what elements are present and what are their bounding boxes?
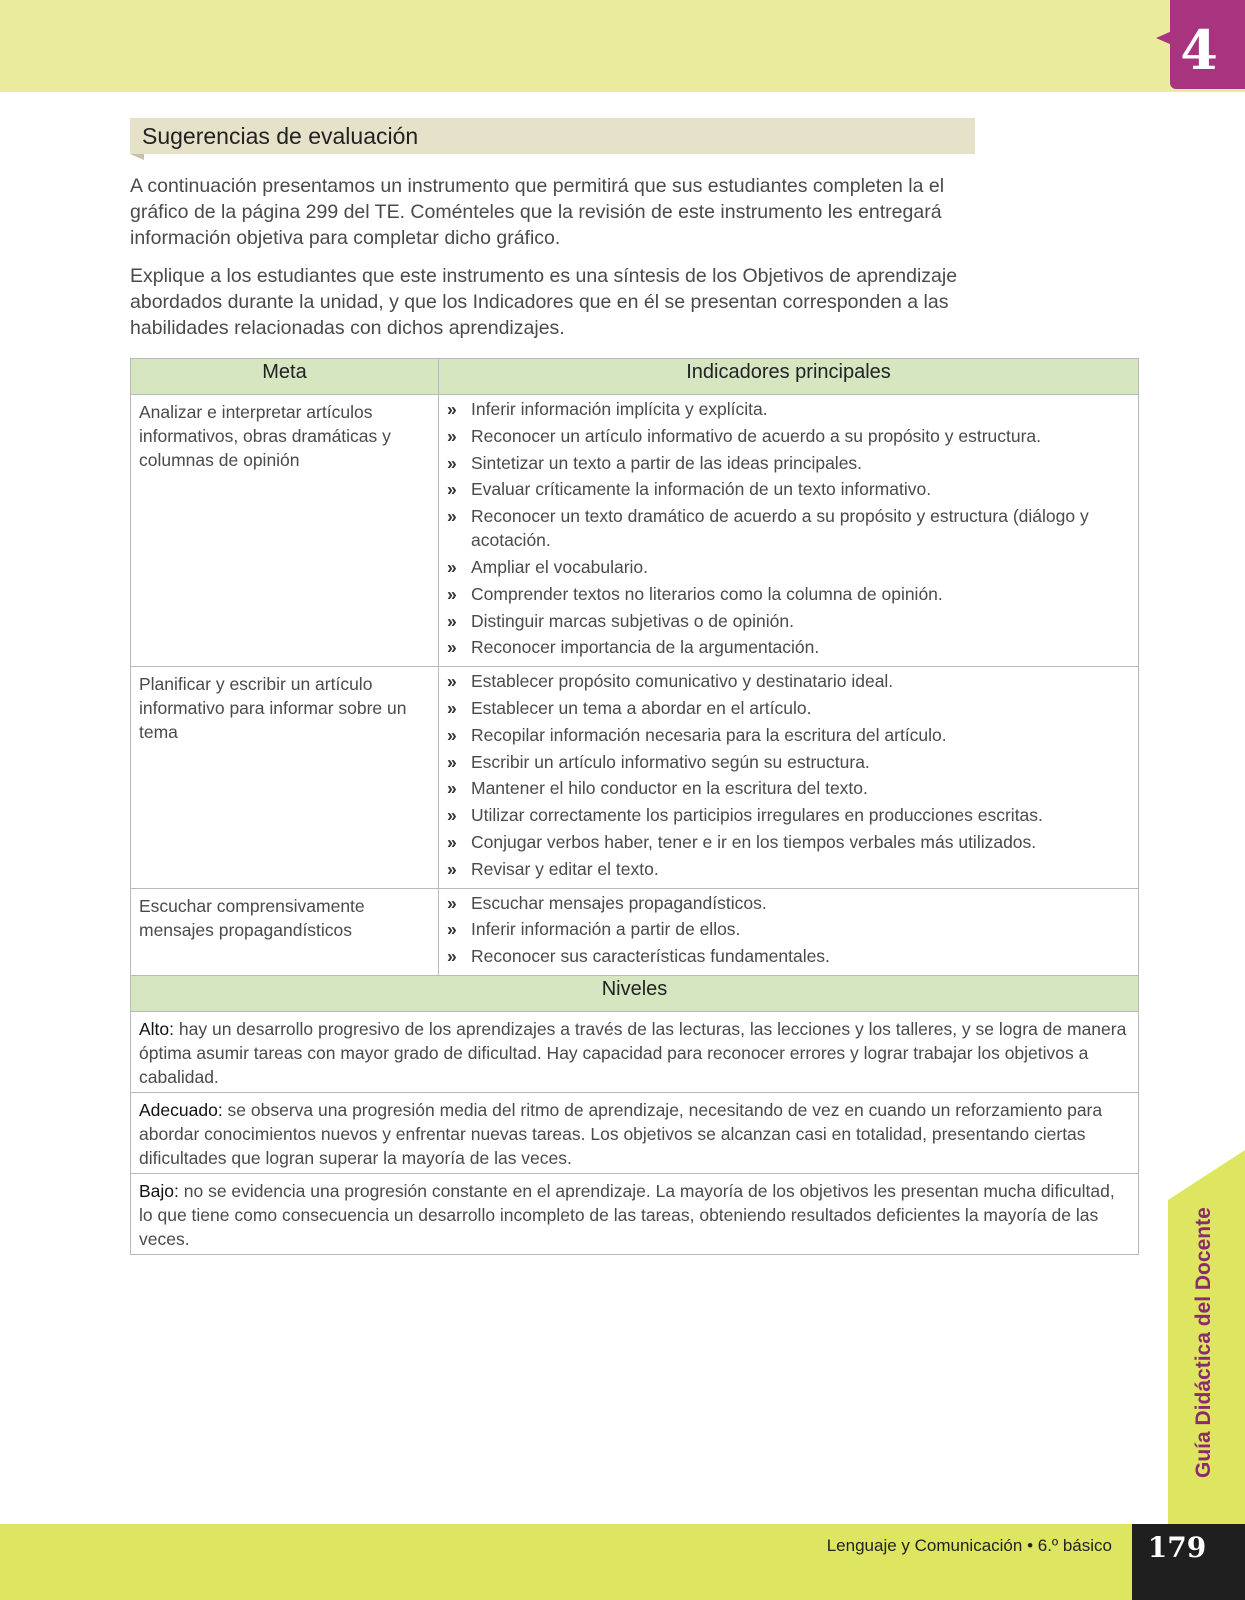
indicator-text: Sintetizar un texto a partir de las ideas principales. bbox=[471, 452, 863, 473]
list-item bbox=[447, 669, 1130, 693]
bullet-icon: » bbox=[447, 697, 457, 718]
list-item bbox=[447, 917, 1130, 941]
evaluation-table bbox=[130, 358, 1139, 1255]
indicator-list bbox=[447, 669, 1130, 881]
indicator-text: Distinguir marcas subjetivas o de opinión. bbox=[471, 610, 794, 631]
indicator-text: Inferir información implícita y explícita. bbox=[471, 399, 768, 419]
bullet-icon: » bbox=[447, 671, 457, 692]
level-text: no se evidencia una progresión constante en el aprendizaje. La mayoría de los objetivos les presentan mucha dificultad, lo que tiene como consecuencia un desarrollo incompleto de las tareas, obteniendo resultados deficientes la mayoría de las veces. bbox=[139, 1180, 1115, 1249]
indicator-text: Escuchar mensajes propagandísticos. bbox=[471, 892, 767, 913]
list-item bbox=[447, 776, 1130, 800]
bullet-icon: » bbox=[447, 556, 457, 577]
level-text: se observa una progresión media del ritmo de aprendizaje, necesitando de vez en cuando un reforzamiento para abordar conocimientos nuevos y enfrentar nuevas tareas. Los objetivos se alcanzan casi en totalidad, presentando ciertas dificultades que logran superar la mayoría de las veces. bbox=[139, 1099, 1103, 1168]
section-title-fold bbox=[130, 154, 144, 160]
bullet-icon: » bbox=[447, 637, 457, 658]
indicators-cell bbox=[439, 667, 1139, 888]
bullet-icon: » bbox=[447, 778, 457, 799]
bullet-icon: » bbox=[447, 946, 457, 967]
bullet-icon: » bbox=[447, 506, 457, 527]
level-label: Alto: bbox=[139, 1018, 175, 1039]
sidebar-label: Guía Didáctica del Docente bbox=[1192, 1207, 1215, 1478]
level-alto bbox=[131, 1011, 1139, 1092]
intro-paragraph-2: Explique a los estudiantes que este instrumento es una síntesis de los Objetivos de aprendizaje abordados durante la unidad, y que los Indicadores que en él se presentan corresponden a las habilidades relacionadas con dichos aprendizajes. bbox=[130, 265, 958, 339]
meta-cell: Planificar y escribir un artículo informativo para informar sobre un tema bbox=[131, 667, 439, 888]
list-item bbox=[447, 944, 1130, 968]
list-item bbox=[447, 830, 1130, 854]
bullet-icon: » bbox=[447, 583, 457, 604]
footer-book-title: Lenguaje y Comunicación • 6.º básico bbox=[826, 1536, 1112, 1555]
list-item bbox=[447, 504, 1130, 552]
bullet-icon: » bbox=[447, 919, 457, 940]
indicator-text: Establecer propósito comunicativo y destinatario ideal. bbox=[471, 671, 894, 692]
header-indicadores: Indicadores principales bbox=[439, 359, 1139, 395]
section-title: Sugerencias de evaluación bbox=[142, 123, 419, 149]
unit-number: 4 bbox=[1180, 18, 1218, 82]
bullet-icon: » bbox=[447, 858, 457, 879]
page-number: 179 bbox=[1147, 1531, 1207, 1564]
list-item bbox=[447, 424, 1130, 448]
list-item bbox=[447, 696, 1130, 720]
indicator-text: Ampliar el vocabulario. bbox=[471, 556, 649, 577]
bullet-icon: » bbox=[447, 425, 457, 446]
header-meta: Meta bbox=[131, 359, 439, 395]
indicators-cell bbox=[439, 395, 1139, 667]
indicator-text: Revisar y editar el texto. bbox=[471, 858, 659, 879]
indicator-text: Inferir información a partir de ellos. bbox=[471, 919, 741, 940]
indicators-cell bbox=[439, 888, 1139, 975]
list-item bbox=[447, 451, 1130, 475]
indicator-list bbox=[447, 397, 1130, 659]
bullet-icon: » bbox=[447, 452, 457, 473]
list-item bbox=[447, 891, 1130, 915]
list-item bbox=[447, 723, 1130, 747]
level-adecuado bbox=[131, 1092, 1139, 1173]
level-label: Bajo: bbox=[139, 1180, 179, 1201]
indicator-text: Mantener el hilo conductor en la escritura del texto. bbox=[471, 778, 868, 799]
niveles-header-row bbox=[131, 975, 1139, 1011]
indicator-text: Reconocer un artículo informativo de acuerdo a su propósito y estructura. bbox=[471, 425, 1042, 446]
indicator-text: Establecer un tema a abordar en el artículo. bbox=[471, 697, 812, 718]
side-band-corner bbox=[1168, 1150, 1245, 1200]
indicator-text: Comprender textos no literarios como la columna de opinión. bbox=[471, 583, 943, 604]
table-row bbox=[131, 667, 1139, 888]
indicator-text: Reconocer sus características fundamentales. bbox=[471, 946, 830, 967]
list-item bbox=[447, 857, 1130, 881]
list-item bbox=[447, 750, 1130, 774]
level-bajo bbox=[131, 1173, 1139, 1254]
intro-paragraph-1: A continuación presentamos un instrumento que permitirá que sus estudiantes completen la el gráfico de la página 299 del TE. Coménteles que la revisión de este instrumento les entregará información objetiva para completar dicho gráfico. bbox=[130, 175, 945, 249]
list-item bbox=[447, 555, 1130, 579]
indicator-list bbox=[447, 891, 1130, 969]
list-item bbox=[447, 397, 1130, 421]
header-band bbox=[0, 0, 1245, 92]
table-row bbox=[131, 888, 1139, 975]
meta-cell: Analizar e interpretar artículos informativos, obras dramáticas y columnas de opinión bbox=[131, 395, 439, 667]
indicator-text: Reconocer un texto dramático de acuerdo a su propósito y estructura (diálogo y acotación. bbox=[471, 506, 1089, 551]
indicator-text: Conjugar verbos haber, tener e ir en los tiempos verbales más utilizados. bbox=[471, 831, 1037, 852]
list-item bbox=[447, 582, 1130, 606]
indicator-text: Recopilar información necesaria para la escritura del artículo. bbox=[471, 724, 947, 745]
list-item bbox=[447, 803, 1130, 827]
meta-cell: Escuchar comprensivamente mensajes propagandísticos bbox=[131, 888, 439, 975]
indicator-text: Reconocer importancia de la argumentación. bbox=[471, 637, 820, 658]
bullet-icon: » bbox=[447, 751, 457, 772]
indicator-text: Evaluar críticamente la información de un texto informativo. bbox=[471, 479, 932, 500]
bullet-icon: » bbox=[447, 724, 457, 745]
indicator-text: Utilizar correctamente los participios irregulares en producciones escritas. bbox=[471, 805, 1043, 826]
list-item bbox=[447, 635, 1130, 659]
header-niveles: Niveles bbox=[131, 975, 1139, 1011]
bullet-icon: » bbox=[447, 831, 457, 852]
table-row bbox=[131, 395, 1139, 667]
level-text: hay un desarrollo progresivo de los aprendizajes a través de las lecturas, las lecciones y los talleres, y se logra de manera óptima asumir tareas con mayor grado de dificultad. Hay capacidad para reconocer errores y lograr trabajar los objetivos a cabalidad. bbox=[139, 1018, 1127, 1087]
indicator-text: Escribir un artículo informativo según su estructura. bbox=[471, 751, 870, 772]
level-label: Adecuado: bbox=[139, 1099, 223, 1120]
bullet-icon: » bbox=[447, 610, 457, 631]
table-row bbox=[131, 1173, 1139, 1254]
bullet-icon: » bbox=[447, 399, 457, 419]
bullet-icon: » bbox=[447, 805, 457, 826]
list-item bbox=[447, 477, 1130, 501]
bullet-icon: » bbox=[447, 479, 457, 500]
list-item bbox=[447, 609, 1130, 633]
table-header-row bbox=[131, 359, 1139, 395]
table-row bbox=[131, 1092, 1139, 1173]
table-row bbox=[131, 1011, 1139, 1092]
bullet-icon: » bbox=[447, 892, 457, 913]
